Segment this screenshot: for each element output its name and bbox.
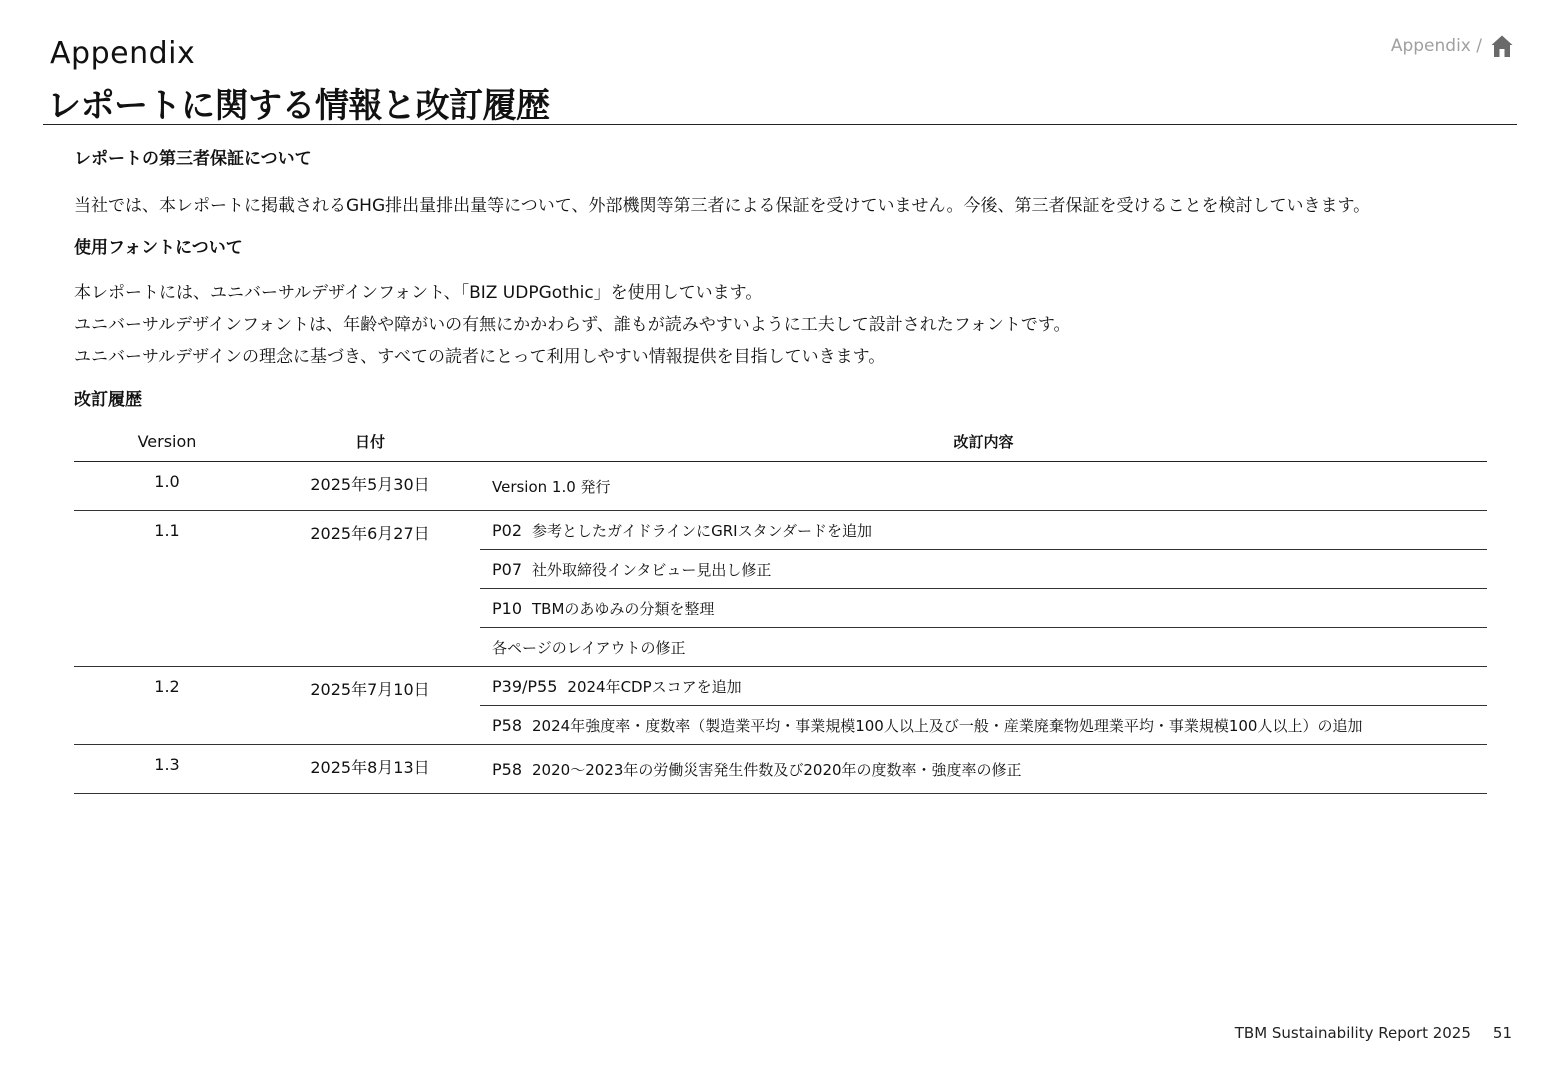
breadcrumb <box>1391 34 1514 58</box>
page-title: レポートに関する情報と改訂履歴 <box>47 86 550 126</box>
page-code: P07 <box>492 559 523 579</box>
table-row <box>74 745 1487 794</box>
date-cell: 2025年7月10日 <box>260 667 480 745</box>
assurance-heading: レポートの第三者保証について <box>74 149 312 169</box>
change-text: 2020～2023年の労働災害発生件数及び2020年の度数率・強度率の修正 <box>532 760 1022 779</box>
fonts-line: ユニバーサルデザインの理念に基づき、すべての読者にとって利用しやすい情報提供を目指していきます。 <box>74 347 886 367</box>
page-footer <box>1235 1024 1512 1042</box>
change-cell <box>480 628 1487 667</box>
change-text: Version 1.0 発行 <box>492 477 611 496</box>
version-cell: 1.0 <box>74 462 260 511</box>
change-text: 2024年CDPスコアを追加 <box>567 677 742 696</box>
change-text: 参考としたガイドラインにGRIスタンダードを追加 <box>532 521 872 540</box>
date-cell: 2025年8月13日 <box>260 745 480 794</box>
date-cell: 2025年6月27日 <box>260 511 480 667</box>
change-text: 社外取締役インタビュー見出し修正 <box>532 560 772 579</box>
change-text: TBMのあゆみの分類を整理 <box>532 599 715 618</box>
change-cell <box>480 462 1487 511</box>
fonts-line: 本レポートには、ユニバーサルデザインフォント、「BIZ UDPGothic」を使用しています。 <box>74 283 763 303</box>
page-code: P10 <box>492 598 523 618</box>
table-row <box>74 667 1487 706</box>
revision-table <box>74 421 1487 794</box>
change-cell <box>480 589 1487 628</box>
breadcrumb-appendix-link[interactable]: Appendix / <box>1390 36 1482 56</box>
change-text: 2024年強度率・度数率（製造業平均・事業規模100人以上及び一般・産業廃棄物処理業平均・事業規模100人以上）の追加 <box>532 716 1363 735</box>
table-row <box>74 462 1487 511</box>
change-cell <box>480 550 1487 589</box>
version-cell: 1.3 <box>74 745 260 794</box>
report-name: TBM Sustainability Report 2025 <box>1234 1024 1471 1042</box>
fonts-text <box>74 277 1494 373</box>
page-number: 51 <box>1492 1024 1512 1042</box>
version-cell: 1.1 <box>74 511 260 667</box>
page-code: P02 <box>492 520 523 540</box>
main-content <box>74 146 1494 794</box>
change-cell <box>480 511 1487 550</box>
column-header-content: 改訂内容 <box>480 421 1487 462</box>
fonts-line: ユニバーサルデザインフォントは、年齢や障がいの有無にかかわらず、誰もが読みやすいように工夫して設計されたフォントです。 <box>74 315 1071 335</box>
revision-heading: 改訂履歴 <box>74 390 142 410</box>
change-cell <box>480 706 1487 745</box>
home-icon[interactable] <box>1490 34 1514 58</box>
change-text: 各ページのレイアウトの修正 <box>492 638 686 657</box>
page-code: P39/P55 <box>492 676 558 696</box>
change-cell <box>480 667 1487 706</box>
change-cell <box>480 745 1487 794</box>
column-header-date: 日付 <box>260 421 480 462</box>
section-label: Appendix <box>50 36 196 71</box>
assurance-text: 当社では、本レポートに掲載されるGHG排出量排出量等について、外部機関等第三者による保証を受けていません。今後、第三者保証を受けることを検討していきます。 <box>74 196 1371 216</box>
version-cell: 1.2 <box>74 667 260 745</box>
revision-table-header <box>74 421 1487 462</box>
table-row <box>74 511 1487 550</box>
fonts-heading: 使用フォントについて <box>74 238 243 258</box>
date-cell: 2025年5月30日 <box>260 462 480 511</box>
title-divider <box>43 124 1517 125</box>
page-code: P58 <box>492 715 523 735</box>
page-code: P58 <box>492 759 523 779</box>
column-header-version: Version <box>74 421 260 462</box>
